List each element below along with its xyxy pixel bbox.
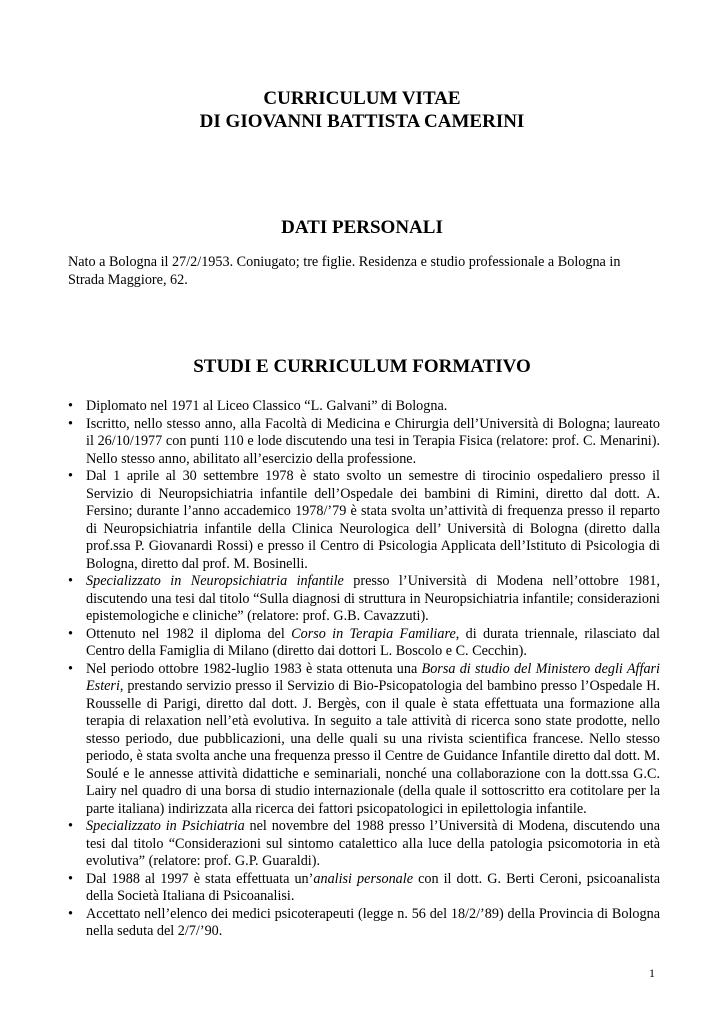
list-item-text: Dal 1988 al 1997 è stata effettuata un’ (86, 870, 314, 887)
list-item (68, 906, 660, 941)
list-item-text: Accettato nell’elenco dei medici psicoterapeuti (legge n. 56 del 18/2/’89) della Provincia di Bologna nella seduta del 2/7/’90. (86, 905, 660, 939)
list-item-text: Dal 1 aprile al 30 settembre 1978 è stato svolto un semestre di tirocinio ospedaliero presso il Servizio di Neuropsichiatria infantile dell’Ospedale dei bambini di Rimini, diretto dal dott. A. Fersino; durante l’anno accademico 1978/’79 è stata svolta un’attività di frequenza presso il reparto di Neuropsichiatria infantile della Clinica Neurologica dell’ Università di Bologna (diretto dalla prof.ssa P. Giovanardi Rossi) e presso il Centro di Psicologia Applicata dell’Istituto di Psicologia di Bologna, diretto dal prof. M. Bosinelli. (86, 468, 660, 572)
list-item-emphasis: analisi personale (313, 870, 414, 887)
list-item-text: Diplomato nel 1971 al Liceo Classico “L. Galvani” di Bologna. (86, 398, 448, 414)
list-item-text: , prestando servizio presso il Servizio di Bio-Psicopatologia del bambino presso l’Ospedale H. Rousselle di Parigi, diretto dal dott. J. Bergès, con il quale è stata effettuata una formazione alla terapia di relaxation nell’età evolutiva. In seguito a tale attività di ricerca sono state prodotte, nello stesso periodo, due pubblicazioni, una delle quali su una rivista scientifica francese. Nello stesso periodo, è stata svolta anche una frequenza presso il Centre de Guidance Infantile diretto dal dott. M. Soulé e le annesse attività didattiche e seminariali, nonché una collaborazione con la dott.ssa G.C. Lairy nel quadro di una borsa di studio internazionale (della quale il sottoscritto era cotitolare per la parte italiana) indirizzata alla ricerca dei fattori psicopatologici in epilettologia infantile. (86, 678, 660, 817)
list-item-text: , di durata triennale, rilasciato dal Centro della Famiglia di Milano (diretto dai dottori L. Boscolo e C. Cecchin). (86, 625, 660, 659)
list-item (68, 573, 660, 626)
list-item-emphasis: Specializzato in Neuropsichiatria infantile (86, 573, 344, 589)
personal-data-paragraph: Nato a Bologna il 27/2/1953. Coniugato; tre figlie. Residenza e studio professionale a Bologna in Strada Maggiore, 62. (68, 254, 621, 288)
list-item (68, 871, 660, 906)
list-item (68, 661, 660, 819)
list-item (68, 468, 660, 573)
list-item-text: Ottenuto nel 1982 il diploma del (86, 625, 292, 642)
list-item (68, 416, 660, 469)
list-item-text: presso l’Università di Modena nell’ottobre 1981, discutendo una tesi dal titolo “Sulla diagnosi di struttura in Neuropsichiatria infantile; considerazioni epistemologiche e cliniche” (relatore: prof. G.B. Cavazzuti). (86, 573, 660, 624)
document-title-line-2: DI GIOVANNI BATTISTA CAMERINI (199, 111, 525, 132)
list-item-text: con il dott. G. Berti Ceroni, psicoanalista della Società Italiana di Psicoanalisi. (86, 870, 660, 904)
list-item-emphasis: Specializzato in Psichiatria (86, 818, 245, 834)
page-number: 1 (649, 966, 655, 980)
section-heading-studies: STUDI E CURRICULUM FORMATIVO (193, 356, 531, 377)
list-item-text: Nel periodo ottobre 1982-luglio 1983 è stata ottenuta una (86, 660, 422, 677)
list-item (68, 818, 660, 871)
list-item (68, 398, 660, 416)
studies-list (68, 398, 660, 941)
list-item-text: nel novembre del 1988 presso l’Università di Modena, discutendo una tesi dal titolo “Considerazioni sul sintomo catalettico alla luce della patologia psicomotoria in età evolutiva” (relatore: prof. G.P. Guaraldi). (86, 818, 660, 869)
list-item (68, 626, 660, 661)
list-item-emphasis: Borsa di studio del Ministero degli Affari Esteri (86, 660, 661, 694)
list-item-emphasis: Corso in Terapia Familiare (291, 625, 456, 642)
section-heading-personal-data: DATI PERSONALI (281, 217, 443, 238)
document-title-line-1: CURRICULUM VITAE (263, 88, 461, 109)
list-item-text: Iscritto, nello stesso anno, alla Facoltà di Medicina e Chirurgia dell’Università di Bologna; laureato il 26/10/1977 con punti 110 e lode discutendo una tesi in Terapia Fisica (relatore: prof. C. Menarini). Nello stesso anno, abilitato all’esercizio della professione. (86, 415, 660, 467)
